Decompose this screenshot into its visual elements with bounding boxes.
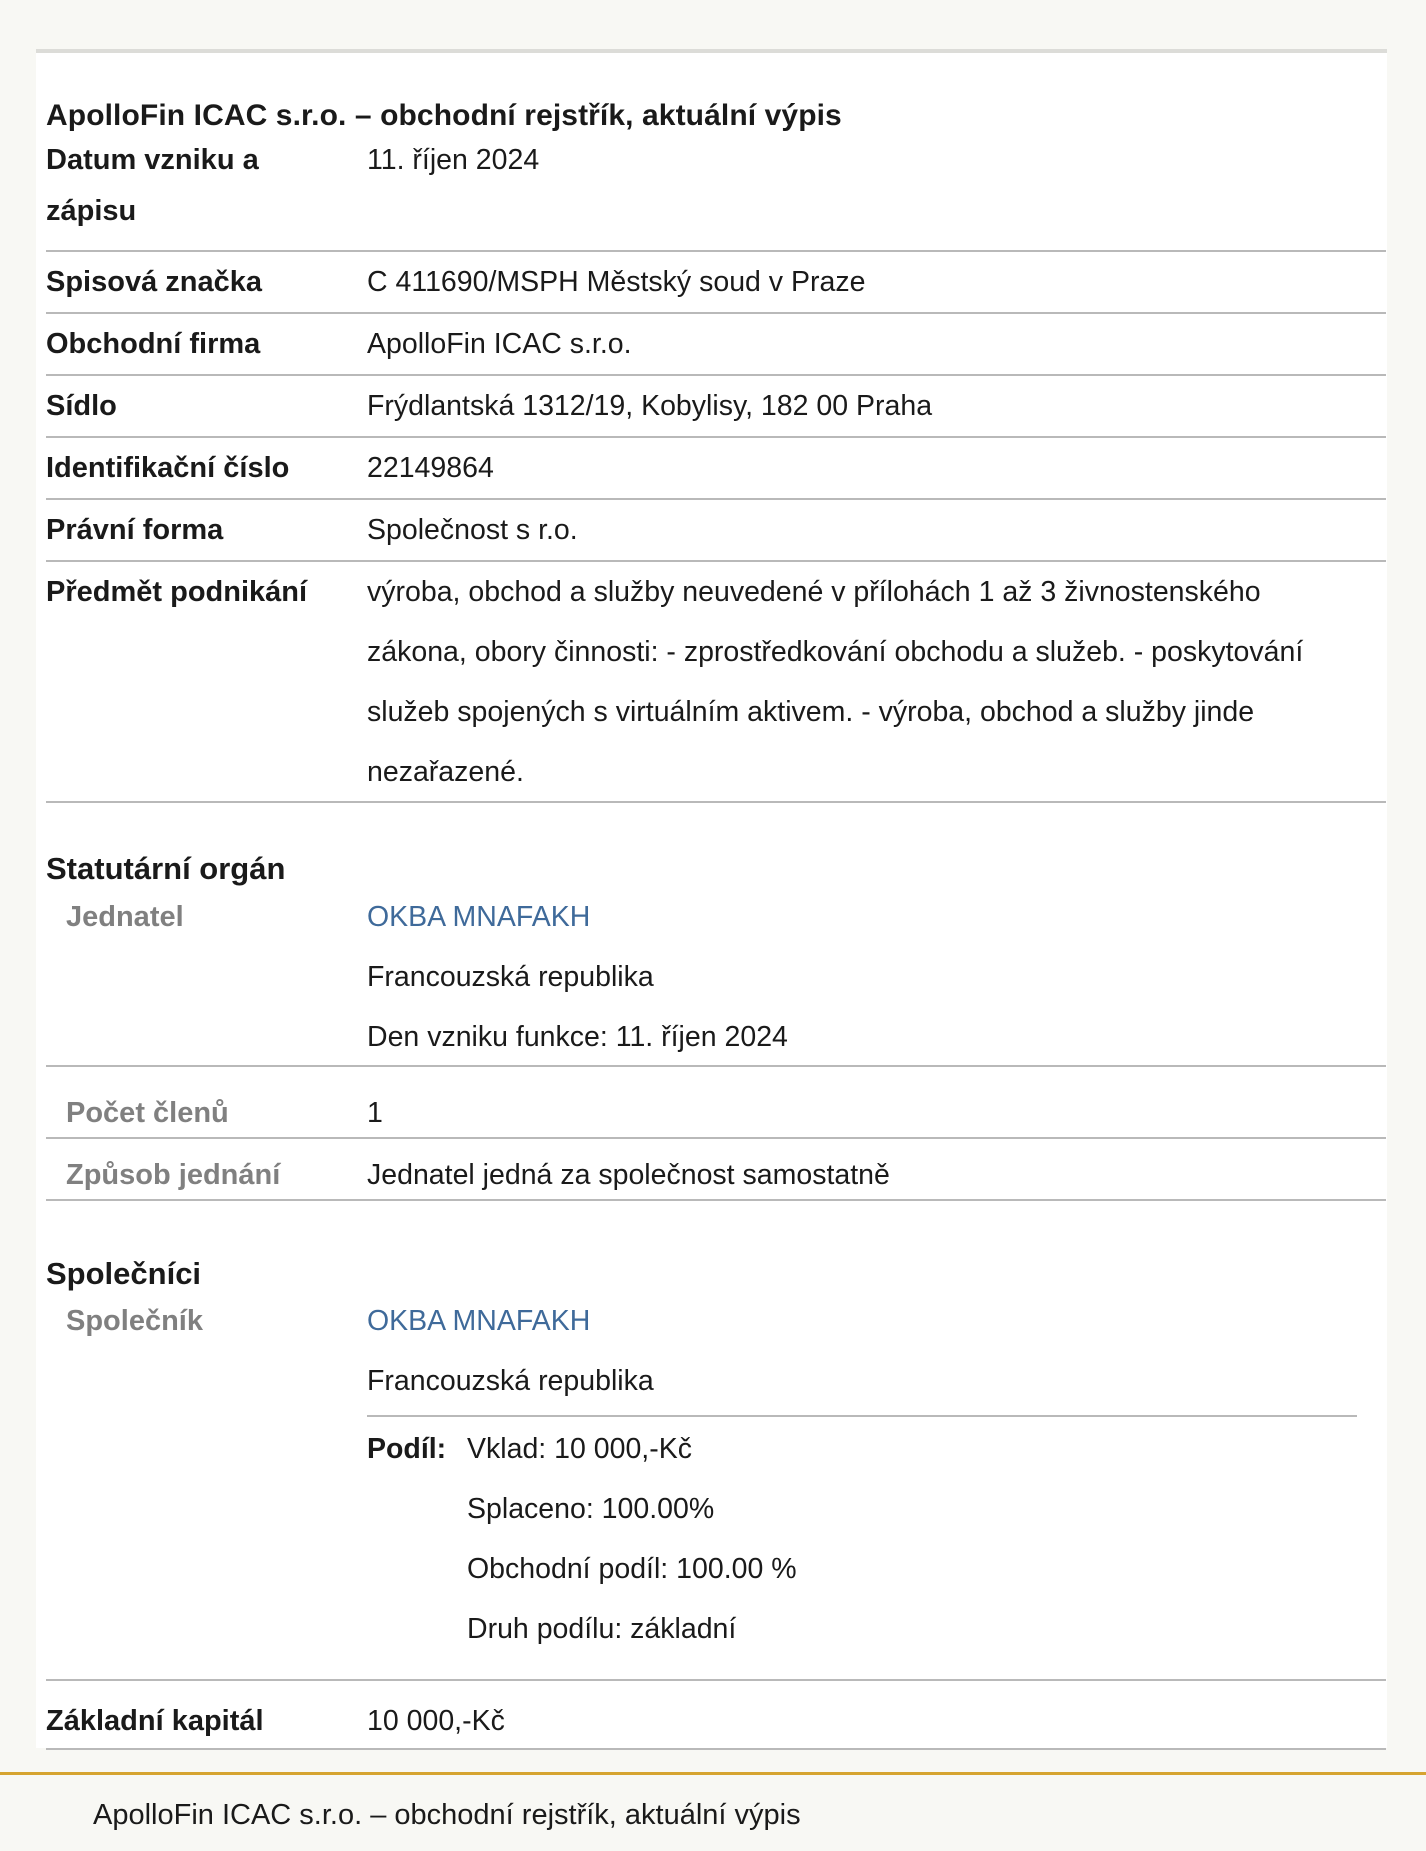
value-firma: ApolloFin ICAC s.r.o. <box>367 328 632 360</box>
spolecnik-country: Francouzská republika <box>367 1365 654 1397</box>
value-predmet-line-2: zákona, obory činnosti: - zprostředkování obchodu a služeb. - poskytování <box>367 636 1304 668</box>
page-title: ApolloFin ICAC s.r.o. – obchodní rejstřík, aktuální výpis <box>46 99 842 132</box>
section-spolecnici: Společníci <box>46 1256 202 1291</box>
value-ico: 22149864 <box>367 452 494 484</box>
row-firma <box>46 314 1386 376</box>
row-sidlo <box>46 376 1386 438</box>
label-predmet: Předmět podnikání <box>46 576 308 608</box>
label-firma: Obchodní firma <box>46 328 261 360</box>
podil-obchodni: Obchodní podíl: 100.00 % <box>467 1553 797 1585</box>
podil-druh: Druh podílu: základní <box>467 1613 737 1645</box>
value-predmet-line-4: nezařazené. <box>367 756 524 788</box>
label-sidlo: Sídlo <box>46 390 117 422</box>
podil-label: Podíl: <box>367 1433 447 1465</box>
value-zpusob: Jednatel jedná za společnost samostatně <box>367 1159 890 1191</box>
row-zpusob <box>46 1139 1386 1201</box>
label-spolecnik: Společník <box>66 1305 203 1337</box>
label-spisova: Spisová značka <box>46 266 262 298</box>
label-datum-line2: zápisu <box>46 195 137 227</box>
value-forma: Společnost s r.o. <box>367 514 578 546</box>
row-jednatel <box>46 887 1386 1067</box>
row-datum <box>46 130 1386 252</box>
podil-splaceno: Splaceno: 100.00% <box>467 1493 715 1525</box>
label-kapital: Základní kapitál <box>46 1705 264 1737</box>
row-forma <box>46 500 1386 562</box>
footer-bar <box>0 1772 1426 1851</box>
jednatel-since: Den vzniku funkce: 11. říjen 2024 <box>367 1021 788 1053</box>
row-kapital <box>46 1694 1386 1750</box>
row-pocet <box>46 1077 1386 1139</box>
label-zpusob: Způsob jednání <box>66 1159 281 1191</box>
footer-title: ApolloFin ICAC s.r.o. – obchodní rejstřík, aktuální výpis <box>93 1799 801 1831</box>
value-predmet-line-1: výroba, obchod a služby neuvedené v přílohách 1 až 3 živnostenského <box>367 576 1261 608</box>
row-ico <box>46 438 1386 500</box>
label-forma: Právní forma <box>46 514 224 546</box>
jednatel-name-link[interactable]: OKBA MNAFAKH <box>367 901 591 933</box>
value-kapital: 10 000,-Kč <box>367 1705 505 1737</box>
value-spisova: C 411690/MSPH Městský soud v Praze <box>367 266 866 298</box>
label-pocet: Počet členů <box>66 1097 229 1129</box>
row-spisova <box>46 252 1386 314</box>
section-statutarni: Statutární orgán <box>46 851 286 886</box>
document-card <box>36 49 1387 1748</box>
podil-vklad: Vklad: 10 000,-Kč <box>467 1433 692 1465</box>
value-pocet: 1 <box>367 1097 383 1129</box>
row-spolecnik <box>46 1291 1386 1681</box>
jednatel-country: Francouzská republika <box>367 961 654 993</box>
share-divider <box>367 1415 1357 1417</box>
value-sidlo: Frýdlantská 1312/19, Kobylisy, 182 00 Praha <box>367 390 933 422</box>
row-predmet <box>46 562 1386 803</box>
value-predmet-line-3: služeb spojených s virtuálním aktivem. - výroba, obchod a služby jinde <box>367 696 1255 728</box>
value-datum: 11. říjen 2024 <box>367 144 540 176</box>
label-datum-line1: Datum vzniku a <box>46 144 259 176</box>
spolecnik-name-link[interactable]: OKBA MNAFAKH <box>367 1305 591 1337</box>
label-jednatel: Jednatel <box>66 901 184 933</box>
label-ico: Identifikační číslo <box>46 452 290 484</box>
